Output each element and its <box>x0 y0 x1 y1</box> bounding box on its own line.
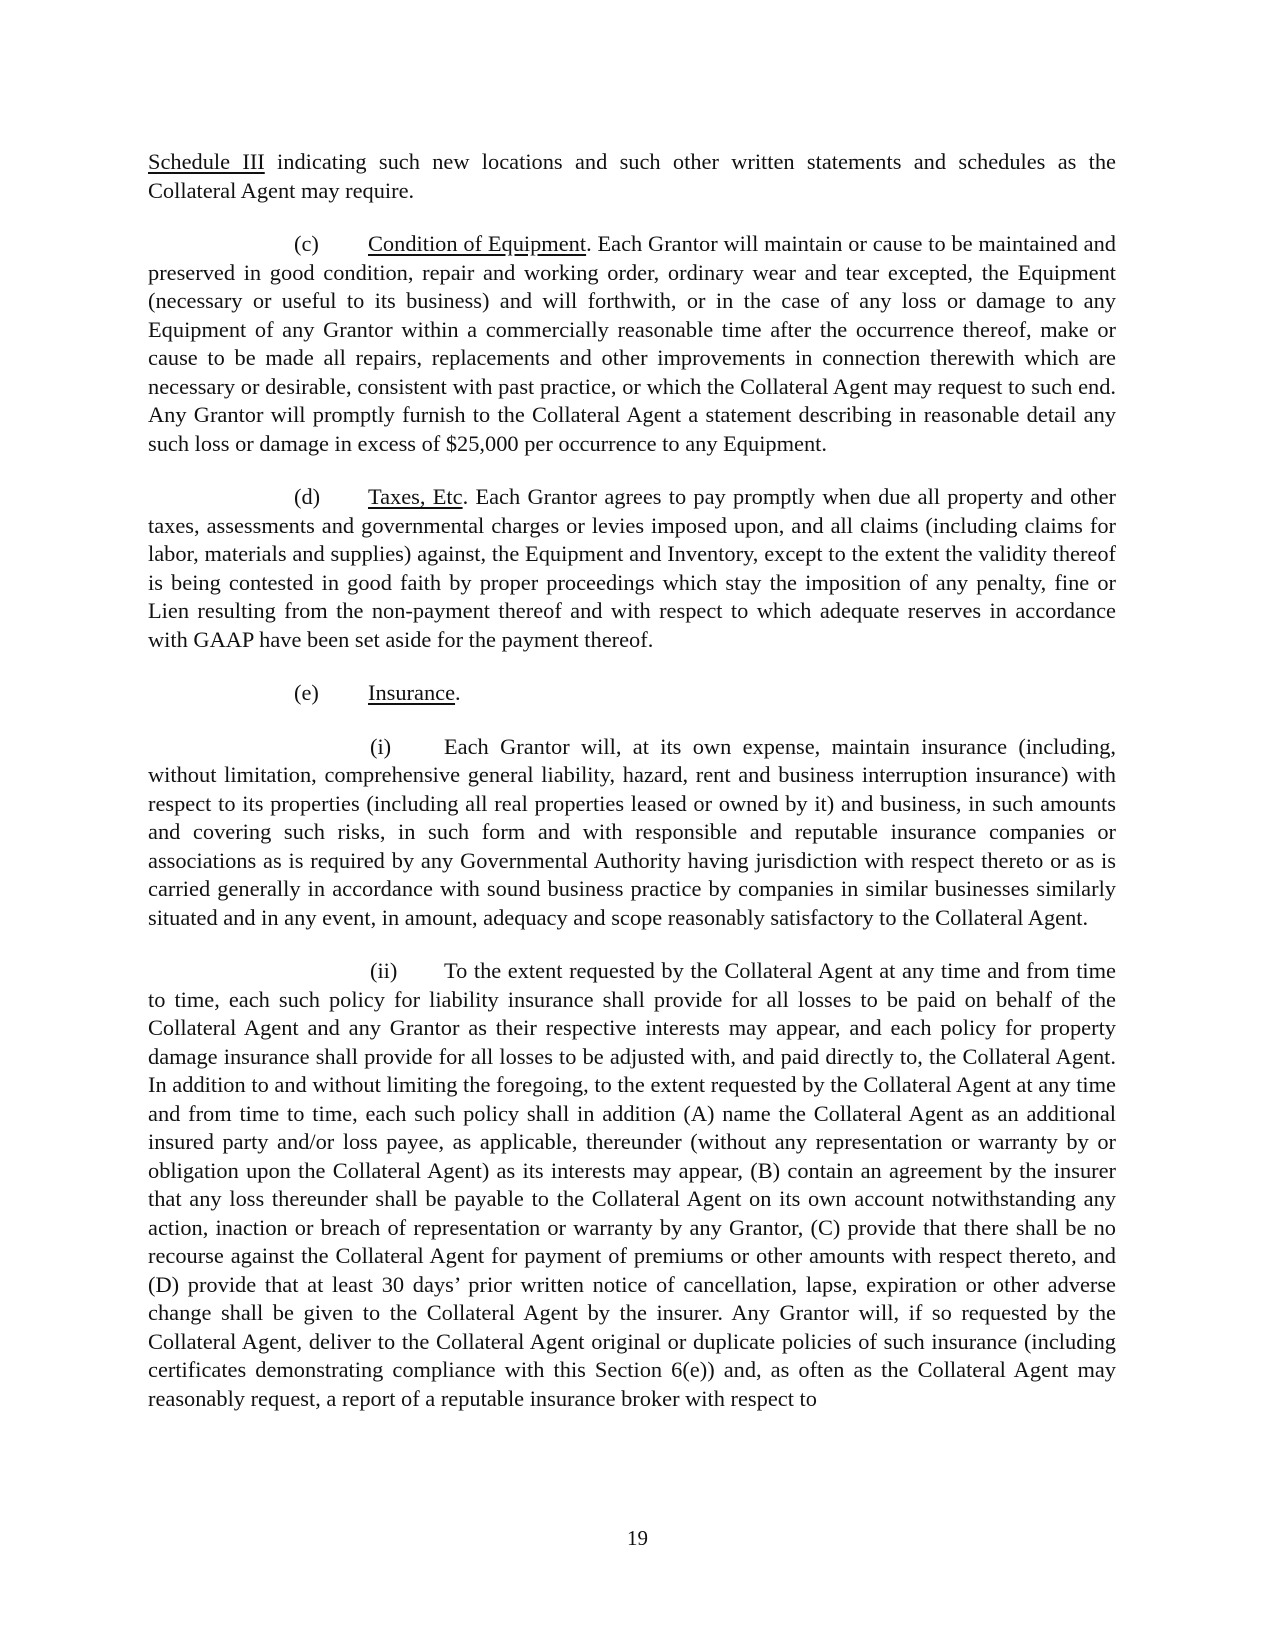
schedule-iii-reference: Schedule III <box>148 149 265 174</box>
clause-label: (c) <box>294 231 319 256</box>
page-number: 19 <box>627 1526 648 1550</box>
paragraph-d-taxes <box>148 483 1116 654</box>
paragraph-schedule-continuation <box>148 148 1116 205</box>
clause-heading: Insurance <box>368 680 456 705</box>
subclause-label: (ii) <box>370 958 398 983</box>
clause-heading: Taxes, Etc <box>368 484 463 509</box>
clause-label: (d) <box>294 484 321 509</box>
paragraph-text: To the extent requested by the Collateral Agent at any time and from time to time, each such policy for liability insurance shall provide for all losses to be paid on behalf of the Collateral Agent and any Grantor as their respective interests may appear, and each policy for property damage insurance shall provide for all losses to be adjusted with, and paid directly to, the Collateral Agent. In addition to and without limiting the foregoing, to the extent requested by the Collateral Agent at any time and from time to time, each such policy shall in addition (A) name the Collateral Agent as an additional insured party and/or loss payee, as applicable, thereunder (without any representation or warranty by or obligation upon the Collateral Agent) as its interests may appear, (B) contain an agreement by the insurer that any loss thereunder shall be payable to the Collateral Agent on its own account notwithstanding any action, inaction or breach of representation or warranty by any Grantor, (C) provide that there shall be no recourse against the Collateral Agent for payment of premiums or other amounts with respect thereto, and (D) provide that at least 30 days’ prior written notice of cancellation, lapse, expiration or other adverse change shall be given to the Collateral Agent by the insurer. Any Grantor will, if so requested by the Collateral Agent, deliver to the Collateral Agent original or duplicate policies of such insurance (including certificates demonstrating compliance with this Section 6(e)) and, as often as the Collateral Agent may reasonably request, a report of a reputable insurance broker with respect to <box>148 958 1116 1411</box>
paragraph-e-ii <box>148 957 1116 1413</box>
subclause-label: (i) <box>370 733 392 759</box>
paragraph-text: . Each Grantor agrees to pay promptly when due all property and other taxes, assessments and governmental charges or levies imposed upon, and all claims (including claims for labor, materials and supplies) against, the Equipment and Inventory, except to the extent the validity thereof is being contested in good faith by proper proceedings which stay the imposition of any penalty, fine or Lien resulting from the non-payment thereof and with respect to which adequate reserves in accordance with GAAP have been set aside for the payment thereof. <box>148 484 1116 652</box>
paragraph-text: . Each Grantor will maintain or cause to be maintained and preserved in good condition, repair and working order, ordinary wear and tear excepted, the Equipment (necessary or useful to its business) and will forthwith, or in the case of any loss or damage to any Equipment of any Grantor within a commercially reasonable time after the occurrence thereof, make or cause to be made all repairs, replacements and other improvements in connection therewith which are necessary or desirable, consistent with past practice, or which the Collateral Agent may request to such end. Any Grantor will promptly furnish to the Collateral Agent a statement describing in reasonable detail any such loss or damage in excess of $25,000 per occurrence to any Equipment. <box>148 231 1116 456</box>
paragraph-text: Each Grantor will, at its own expense, maintain insurance (including, without limitation, comprehensive general liability, hazard, rent and business interruption insurance) with respect to its properties (including all real properties leased or owned by it) and business, in such amounts and covering such risks, in such form and with responsible and reputable insurance companies or associations as is required by any Governmental Authority having jurisdiction with respect thereto or as is carried generally in accordance with sound business practice by companies in similar businesses similarly situated and in any event, in amount, adequacy and scope reasonably satisfactory to the Collateral Agent. <box>148 733 1116 930</box>
paragraph-text: . <box>455 680 461 705</box>
clause-heading: Condition of Equipment <box>368 231 587 256</box>
paragraph-c-condition-of-equipment <box>148 230 1116 458</box>
clause-label: (e) <box>294 680 319 705</box>
paragraph-e-insurance <box>148 679 1116 708</box>
paragraph-e-i <box>148 733 1116 933</box>
paragraph-text: indicating such new locations and such other written statements and schedules as the Collateral Agent may require. <box>148 149 1116 203</box>
document-body <box>148 148 1116 1413</box>
